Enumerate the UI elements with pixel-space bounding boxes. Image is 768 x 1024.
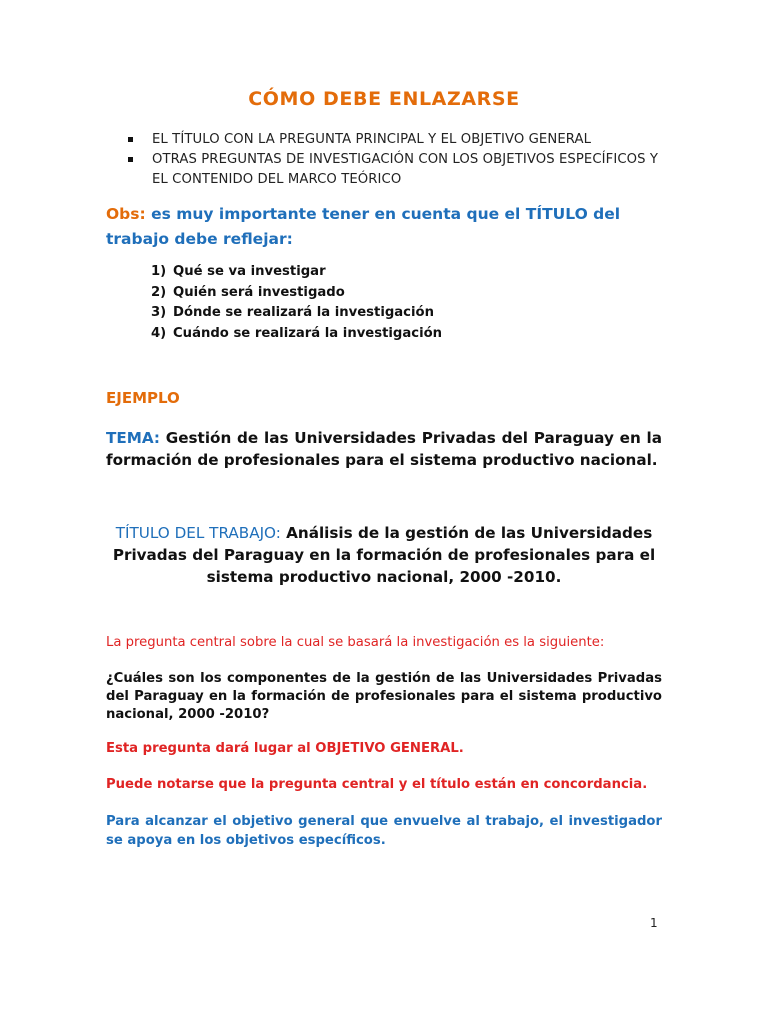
central-question: ¿Cuáles son los componentes de la gestión de las Universidades Privadas del Paraguay en la formación de profesionales para el sistema productivo nacional, 2000 -2010? <box>106 671 662 722</box>
note-objetivo-general: Esta pregunta dará lugar al OBJETIVO GENERAL. <box>106 741 464 756</box>
note-objetivos-especificos: Para alcanzar el objetivo general que envuelve al trabajo, el investigador se apoya en los objetivos específicos. <box>106 814 662 848</box>
tema-label: TEMA: <box>106 429 160 447</box>
titulo-paragraph <box>106 522 662 588</box>
list-text: Dónde se realizará la investigación <box>173 305 434 320</box>
square-bullet-icon <box>128 137 133 142</box>
section-heading-ejemplo: EJEMPLO <box>106 389 180 407</box>
obs-paragraph <box>106 202 666 252</box>
note-concordancia: Puede notarse que la pregunta central y el título están en concordancia. <box>106 777 648 792</box>
tema-text: Gestión de las Universidades Privadas del Paraguay en la formación de profesionales para el sistema productivo nacional. <box>106 429 662 469</box>
numbered-list <box>151 262 631 344</box>
list-text: Quién será investigado <box>173 284 345 300</box>
bullet-list <box>126 130 666 190</box>
list-item <box>151 324 631 345</box>
list-number: 2) <box>151 284 167 300</box>
list-item <box>151 262 631 283</box>
pregunta-intro: La pregunta central sobre la cual se basará la investigación es la siguiente: <box>106 635 605 650</box>
titulo-label: TÍTULO DEL TRABAJO: <box>115 524 281 542</box>
page-number: 1 <box>650 916 658 930</box>
list-item <box>151 303 631 324</box>
bullet-text: EL TÍTULO CON LA PREGUNTA PRINCIPAL Y EL OBJETIVO GENERAL <box>152 132 592 147</box>
bullet-item <box>126 150 666 190</box>
bullet-text: OTRAS PREGUNTAS DE INVESTIGACIÓN CON LOS OBJETIVOS ESPECÍFICOS Y EL CONTENIDO DEL MARCO TEÓRICO <box>152 152 659 187</box>
list-number: 3) <box>151 305 167 320</box>
list-text: Cuándo se realizará la investigación <box>173 325 443 341</box>
list-number: 1) <box>151 264 167 279</box>
square-bullet-icon <box>128 157 133 162</box>
obs-label: Obs: <box>106 205 146 223</box>
list-item <box>151 283 631 304</box>
tema-paragraph <box>106 427 662 471</box>
list-number: 4) <box>151 325 167 341</box>
obs-text: es muy importante tener en cuenta que el TÍTULO del trabajo debe reflejar: <box>106 205 621 248</box>
bullet-item <box>126 130 666 150</box>
page-title: CÓMO DEBE ENLAZARSE <box>248 88 520 110</box>
titulo-text: Análisis de la gestión de las Universidades Privadas del Paraguay en la formación de profesionales para el sistema productivo nacional, 2000 -2010. <box>112 524 656 586</box>
list-text: Qué se va investigar <box>173 264 326 279</box>
